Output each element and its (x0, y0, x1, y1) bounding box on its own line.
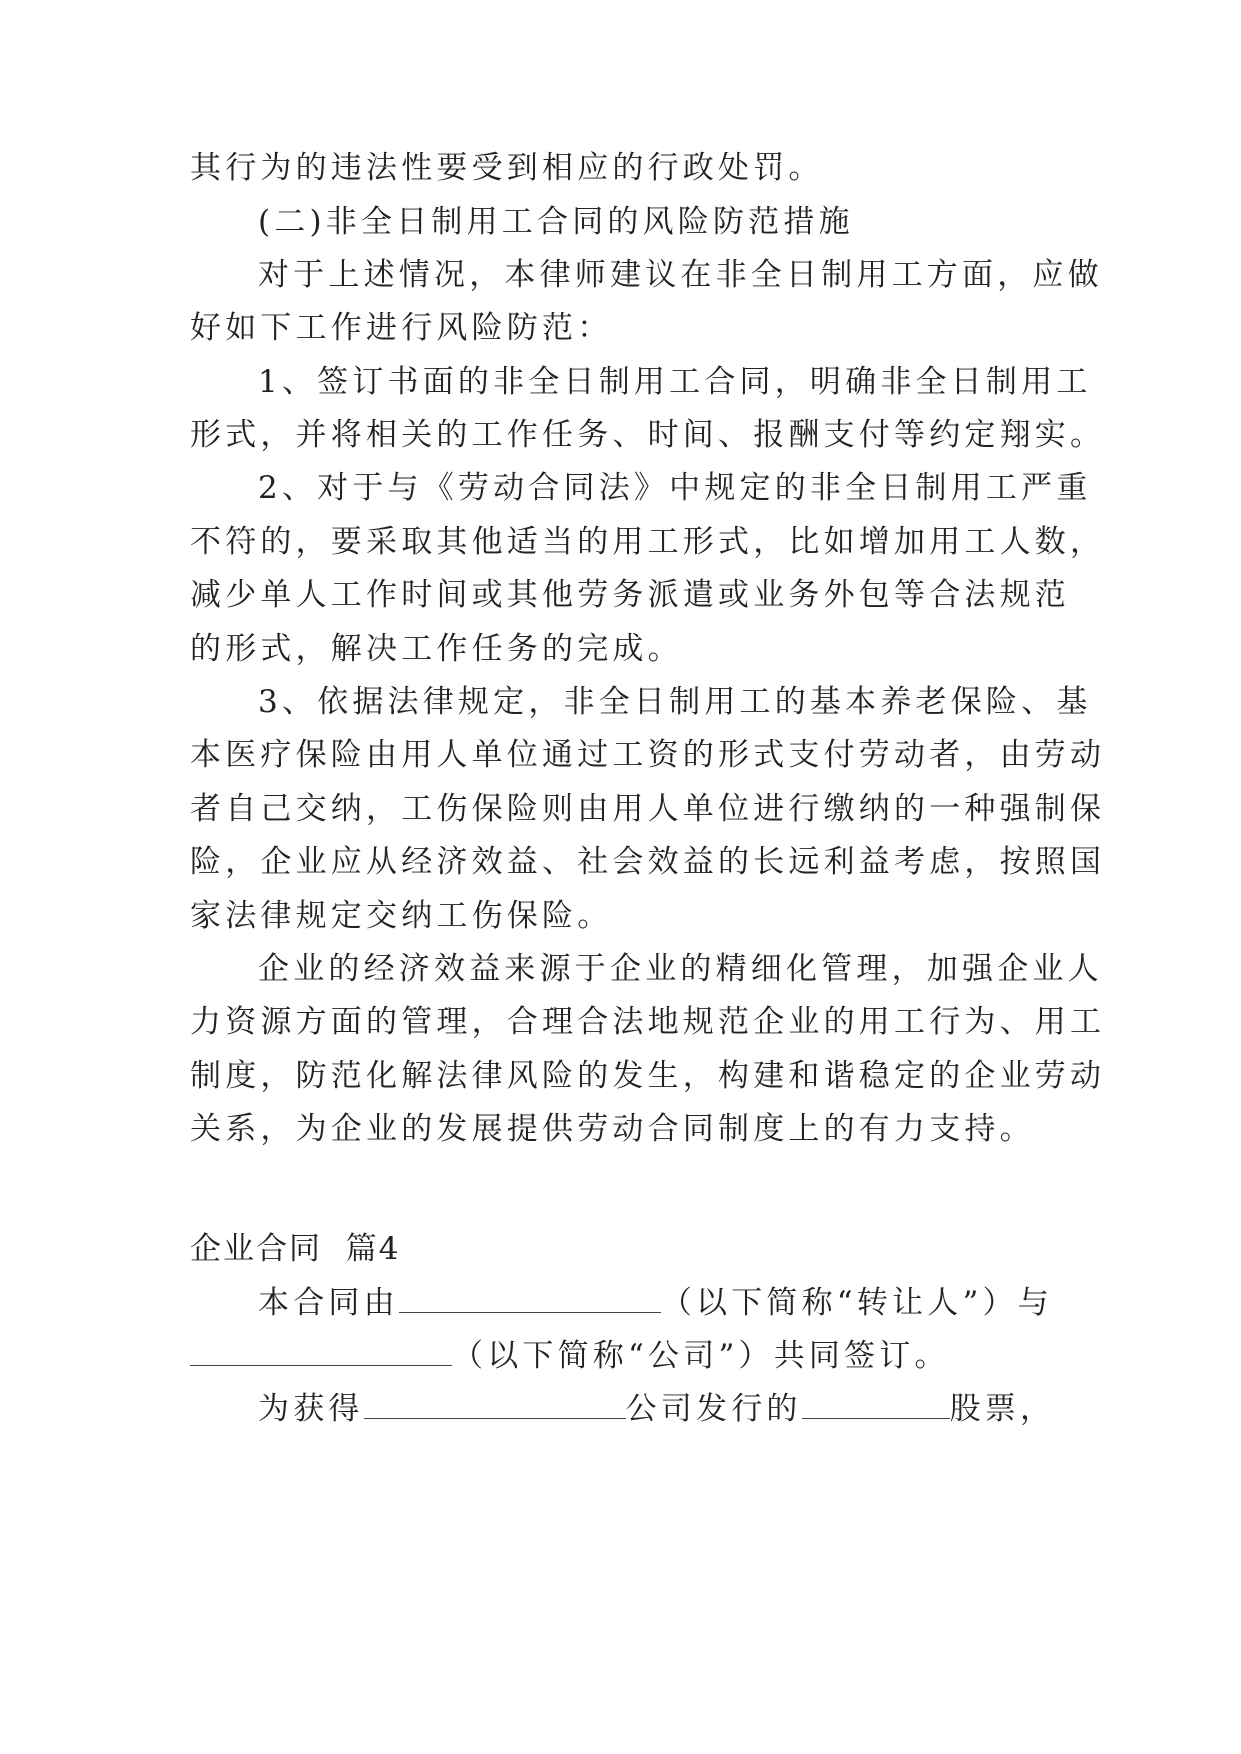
paragraph-line: 减少单人工作时间或其他劳务派遣或业务外包等合法规范 (190, 577, 1070, 613)
paragraph-line: 3、依据法律规定，非全日制用工的基本养老保险、基 (258, 684, 1092, 720)
section-heading: 企业合同 篇4 (190, 1231, 401, 1267)
paragraph-line: 形式，并将相关的工作任务、时间、报酬支付等约定翔实。 (190, 417, 1106, 453)
paragraph-line: 关系，为企业的发展提供劳动合同制度上的有力支持。 (190, 1111, 1035, 1147)
section-subheading: (二)非全日制用工合同的风险防范措施 (258, 204, 854, 240)
contract-text: 股票， (949, 1391, 1056, 1427)
contract-line-3 (258, 1389, 1055, 1429)
paragraph-line: 不符的，要采取其他适当的用工形式，比如增加用工人数， (190, 524, 1106, 560)
paragraph-line: 1、签订书面的非全日制用工合同，明确非全日制用工 (258, 364, 1092, 400)
fill-in-blank (190, 1339, 452, 1366)
contract-text: （以下简称“转让人”）与 (660, 1285, 1053, 1321)
paragraph-line: 力资源方面的管理，合理合法地规范企业的用工行为、用工 (190, 1004, 1106, 1040)
fill-in-blank (802, 1392, 950, 1419)
paragraph-line: 好如下工作进行风险防范： (190, 310, 613, 346)
contract-text: 为获得 (258, 1391, 364, 1427)
fill-in-blank (399, 1286, 661, 1313)
paragraph-line: 险，企业应从经济效益、社会效益的长远利益考虑，按照国 (190, 844, 1106, 880)
fill-in-blank (364, 1392, 626, 1419)
paragraph-line: 2、对于与《劳动合同法》中规定的非全日制用工严重 (258, 470, 1092, 506)
paragraph-line: 的形式，解决工作任务的完成。 (190, 631, 683, 667)
contract-text: 公司发行的 (625, 1391, 802, 1427)
paragraph-line: 本医疗保险由用人单位通过工资的形式支付劳动者，由劳动 (190, 737, 1106, 773)
paragraph-line: 企业的经济效益来源于企业的精细化管理，加强企业人 (258, 951, 1103, 987)
paragraph-line: 者自己交纳，工伤保险则由用人单位进行缴纳的一种强制保 (190, 791, 1106, 827)
contract-line-1 (258, 1283, 1053, 1323)
paragraph-line: 其行为的违法性要受到相应的行政处罚。 (190, 150, 824, 186)
paragraph-line: 对于上述情况，本律师建议在非全日制用工方面，应做 (258, 257, 1103, 293)
contract-text: （以下简称“公司”）共同签订。 (452, 1338, 950, 1374)
contract-line-2 (190, 1336, 950, 1376)
contract-text: 本合同由 (258, 1285, 399, 1321)
paragraph-line: 家法律规定交纳工伤保险。 (190, 898, 613, 934)
paragraph-line: 制度，防范化解法律风险的发生，构建和谐稳定的企业劳动 (190, 1058, 1106, 1094)
